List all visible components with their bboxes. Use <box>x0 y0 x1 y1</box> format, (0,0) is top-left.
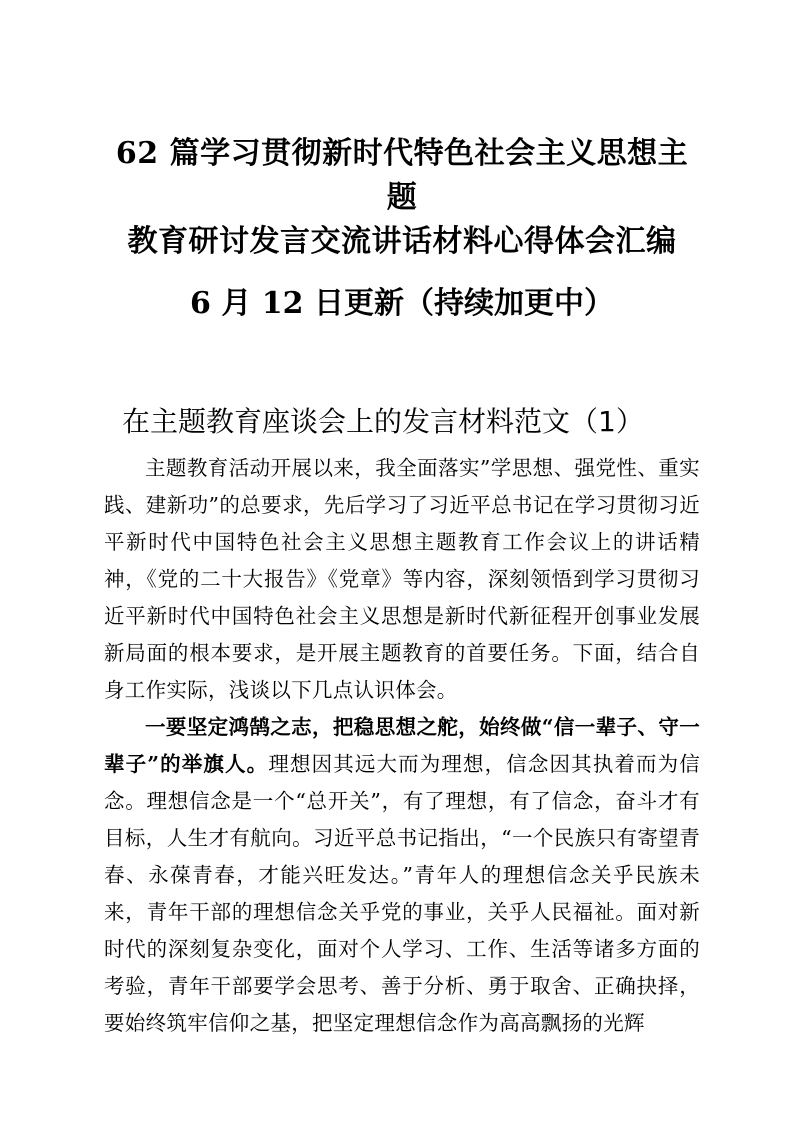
paragraph-intro: 主题教育活动开展以来，我全面落实”学思想、强党性、重实践、建新功”的总要求，先后学习了习近平总书记在学习贯彻习近平新时代中国特色社会主义思想主题教育工作会议上的讲话精神，《党的二十大报告》《党章》等内容，深刻领悟到学习贯彻习近平新时代中国特色社会主义思想是新时代新征程开创事业发展新局面的根本要求，是开展主题教育的首要任务。下面，结合自身工作实际，浅谈以下几点认识体会。 <box>104 456 700 702</box>
paragraph-lead-sentence: 一要坚定鸿鹄之志，把稳思想之舵，始终做“信一辈子、守一辈子”的举旗人。 <box>104 715 700 776</box>
document-title <box>104 132 700 264</box>
update-notice: 6 月 12 日更新（持续加更中） <box>190 286 614 321</box>
title-line-1: 62 篇学习贯彻新时代特色社会主义思想主题 <box>115 136 689 215</box>
title-line-2: 教育研讨发言交流讲话材料心得体会汇编 <box>127 224 677 259</box>
paragraph-body: 理想因其远大而为理想，信念因其执着而为信念。理想信念是一个“总开关”，有了理想，有了信念，奋斗才有目标，人生才有航向。习近平总书记指出，“一个民族只有寄望青春、永葆青春，才能兴旺发达。”青年人的理想信念关乎民族未来，青年干部的理想信念关乎党的事业，关乎人民福祉。面对新时代的深刻复杂变化，面对个人学习、工作、生活等诸多方面的考验，青年干部要学会思考、善于分析、勇于取舍、正确抉择，要始终筑牢信仰之基，把坚定理想信念作为高高飘扬的光辉 <box>104 752 701 1035</box>
section-title: 在主题教育座谈会上的发言材料范文（1） <box>122 405 644 438</box>
paragraph-point-one <box>104 709 700 1042</box>
